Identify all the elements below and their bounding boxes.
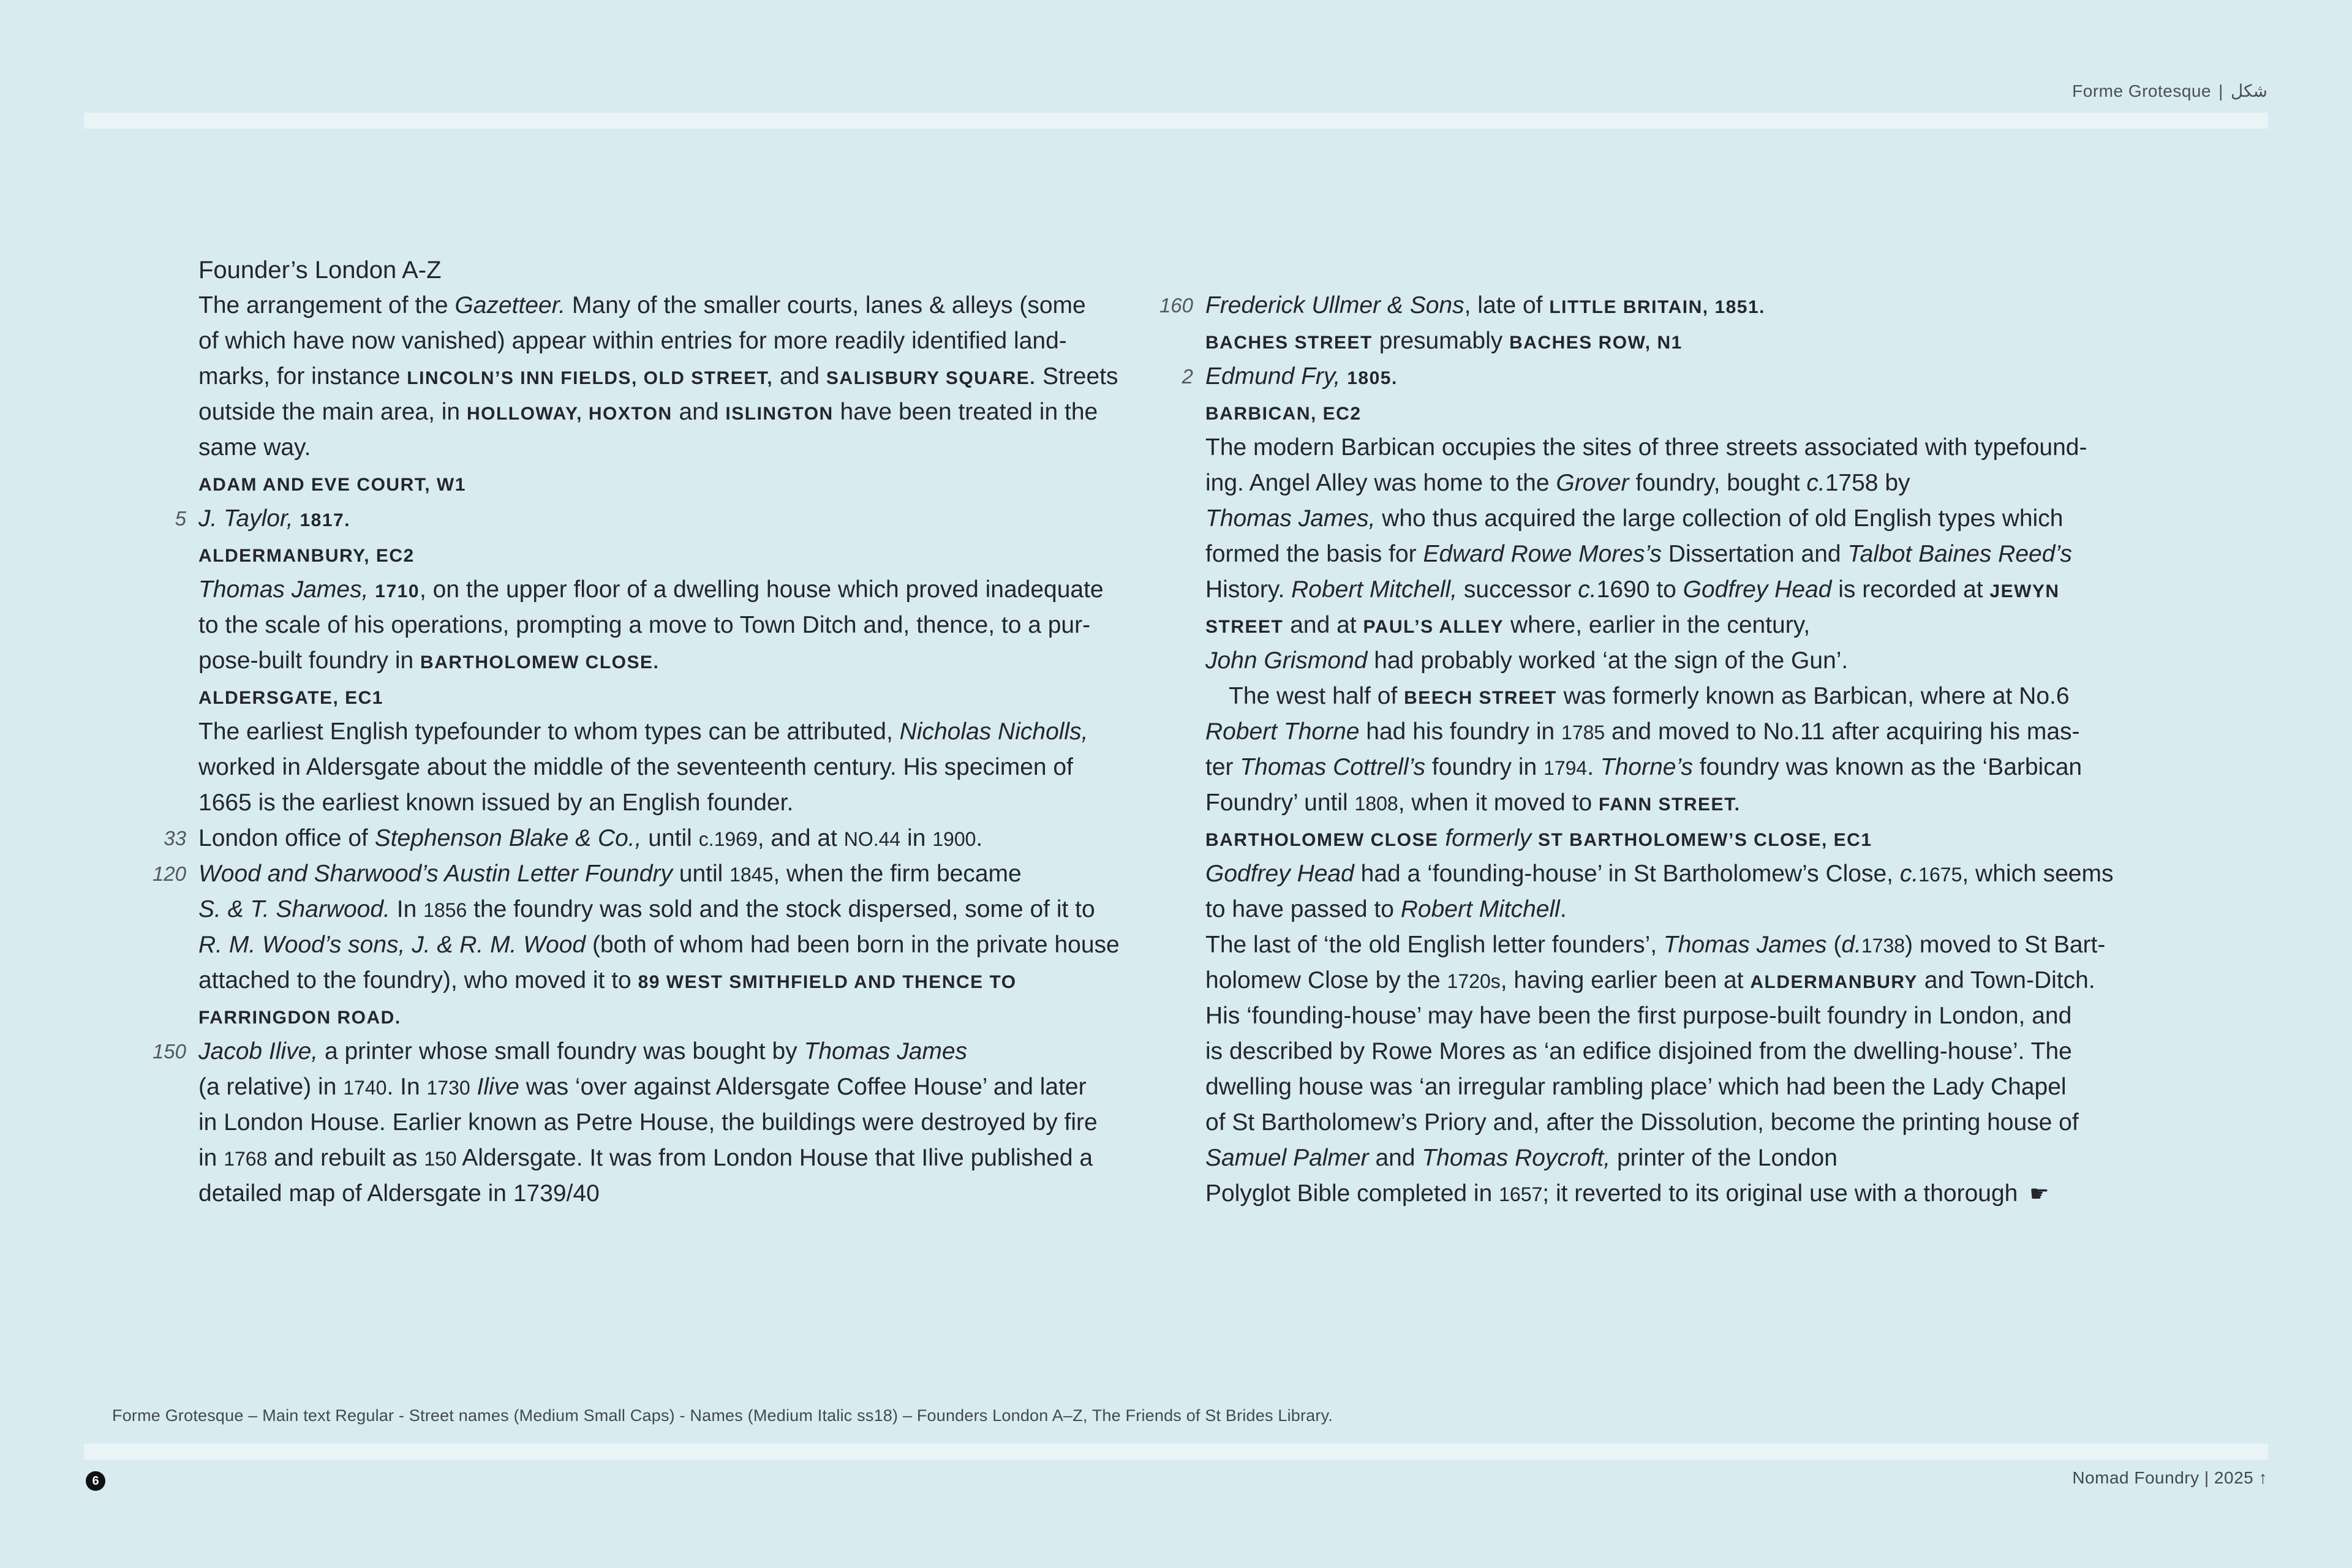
pointing-hand-icon: ☛: [2029, 1181, 2049, 1206]
text-run: Dissertation and: [1661, 541, 1848, 567]
text-line: [1205, 430, 2185, 466]
street-name: 1817.: [300, 510, 351, 530]
name-italic: Thorne’s: [1600, 754, 1693, 780]
text-line: [198, 466, 1154, 501]
oldstyle-number: 1730: [426, 1077, 470, 1099]
text-run: foundry in: [1425, 754, 1544, 780]
name-italic: Godfrey Head: [1683, 576, 1832, 603]
text-run: The last of ‘the old English letter founders’,: [1205, 932, 1664, 958]
oldstyle-number: 1720s: [1447, 970, 1501, 992]
name-italic: John Grismond: [1205, 647, 1368, 674]
name-italic: Robert Thorne: [1205, 718, 1360, 745]
header-label: [2072, 81, 2267, 101]
street-name: JEWYN: [1989, 581, 2060, 601]
text-run: and rebuilt as: [267, 1145, 424, 1171]
text-run: , late of: [1464, 292, 1550, 318]
name-italic: Thomas Roycroft,: [1422, 1145, 1611, 1171]
text-line: [1205, 679, 2185, 714]
street-name: STREET: [1205, 617, 1284, 637]
oldstyle-number: 1900: [932, 828, 976, 850]
text-line: [1205, 998, 2185, 1034]
text-run: where, earlier in the century,: [1504, 612, 1811, 638]
text-line: [198, 608, 1154, 643]
text-run: The arrangement of the: [198, 292, 455, 318]
text-run: 1690 to: [1596, 576, 1683, 603]
text-run: was ‘over against Aldersgate Coffee House’ and later: [519, 1074, 1087, 1100]
text-run: of St Bartholomew’s Priory and, after the Dissolution, become the printing house of: [1205, 1109, 2079, 1136]
text-run: ter: [1205, 754, 1240, 780]
name-italic: Grover: [1556, 470, 1629, 496]
name-italic: Robert Mitchell: [1400, 896, 1560, 922]
entry-number: 160: [1159, 294, 1193, 317]
street-name: FANN STREET.: [1599, 794, 1741, 815]
name-italic: Robert Mitchell,: [1291, 576, 1458, 603]
section-heading: Founder’s London A-Z: [198, 257, 442, 284]
text-run: formed the basis for: [1205, 541, 1423, 567]
text-run: The west half of: [1229, 683, 1404, 709]
oldstyle-number: 1768: [224, 1148, 268, 1170]
text-run: foundry, bought: [1629, 470, 1807, 496]
text-run: marks, for instance: [198, 363, 407, 390]
street-name: BACHES ROW, N1: [1509, 333, 1683, 353]
text-line: [1205, 608, 2185, 643]
street-name: BARTHOLOMEW CLOSE.: [420, 652, 660, 673]
text-run: have been treated in the: [833, 399, 1098, 425]
text-run: and Town-Ditch.: [1917, 967, 2095, 993]
text-run: .: [976, 825, 983, 851]
text-run: , when it moved to: [1398, 790, 1599, 816]
text-line: [1205, 394, 2185, 430]
text-run: presumably: [1372, 328, 1510, 354]
text-run: had probably worked ‘at the sign of the Gun’.: [1367, 647, 1849, 674]
caption: Forme Grotesque – Main text Regular - Street names (Medium Small Caps) - Names (Medium Italic ss18) – Founders London A–Z, The Friends of St Brides Library.: [112, 1406, 1333, 1425]
text-line: [198, 643, 1154, 679]
name-italic: Jacob Ilive,: [198, 1038, 318, 1065]
text-run: and at: [1283, 612, 1363, 638]
text-run: [1531, 825, 1538, 851]
text-run: Streets: [1036, 363, 1118, 390]
text-run: in London House. Earlier known as Petre House, the buildings were destroyed by fire: [198, 1109, 1098, 1136]
name-italic: Ilive: [477, 1074, 519, 1100]
text-run: is described by Rowe Mores as ‘an edifice disjoined from the dwelling-house’. The: [1205, 1038, 2072, 1065]
text-line: [198, 1069, 1154, 1105]
text-run: ) moved to St Bart-: [1905, 932, 2106, 958]
name-italic: Thomas James,: [1205, 505, 1376, 532]
text-line: [198, 572, 1154, 608]
entry-number: 5: [175, 507, 186, 530]
text-run: and: [1368, 1145, 1422, 1171]
text-run: in: [900, 825, 933, 851]
text-line: [1205, 643, 2185, 679]
text-run: printer of the London: [1610, 1145, 1838, 1171]
text-line: [1205, 821, 2185, 856]
text-line: [164, 821, 1154, 856]
text-line: [198, 394, 1154, 430]
name-italic: Nicholas Nicholls,: [899, 718, 1088, 745]
text-run: , on the upper floor of a dwelling house which proved inadequate: [420, 576, 1104, 603]
text-run: ; it reverted to its original use with a thorough: [1542, 1180, 2025, 1207]
name-italic: Godfrey Head: [1205, 861, 1354, 887]
text-line: [198, 998, 1154, 1034]
text-run: is recorded at: [1831, 576, 1990, 603]
street-name: ST BARTHOLOMEW’S CLOSE, EC1: [1538, 830, 1872, 850]
text-line: [198, 750, 1154, 785]
name-italic: R. M. Wood’s sons, J. & R. M. Wood: [198, 932, 586, 958]
oldstyle-number: 150: [424, 1148, 457, 1170]
text-run: pose-built foundry in: [198, 647, 421, 674]
text-run: Aldersgate. It was from London House that Ilive published a: [456, 1145, 1093, 1171]
street-name: BARBICAN, EC2: [1205, 404, 1362, 424]
page-number-badge: 6: [86, 1471, 105, 1491]
text-line: [1205, 750, 2185, 785]
left-column: [152, 252, 1154, 1212]
oldstyle-number: 1845: [729, 864, 774, 886]
text-run: History.: [1205, 576, 1292, 603]
name-italic: Thomas James,: [198, 576, 369, 603]
text-run: who thus acquired the large collection of old English types which: [1375, 505, 2064, 532]
text-run: (: [1826, 932, 1842, 958]
text-run: In: [390, 896, 424, 922]
oldstyle-number: 1794: [1544, 757, 1588, 779]
text-line: [1205, 501, 2185, 537]
name-italic: c.: [1899, 861, 1919, 887]
name-italic: Gazetteer.: [454, 292, 566, 318]
text-run: was formerly known as Barbican, where at No.6: [1556, 683, 2070, 709]
text-run: [1340, 363, 1347, 390]
header-arabic-text: شكل: [2230, 81, 2267, 100]
top-rule: [84, 113, 2268, 129]
oldstyle-number: 1738: [1861, 935, 1905, 957]
text-line: [1205, 785, 2185, 821]
text-run: same way.: [198, 434, 311, 461]
text-run: successor: [1457, 576, 1578, 603]
street-name: LINCOLN’S INN FIELDS, OLD STREET,: [407, 368, 774, 388]
street-name: ISLINGTON: [725, 404, 834, 424]
text-run: [470, 1074, 477, 1100]
text-line: [198, 714, 1154, 750]
text-line: [198, 1140, 1154, 1176]
text-run: worked in Aldersgate about the middle of the seventeenth century. His specimen of: [198, 754, 1073, 780]
text-line: [198, 537, 1154, 572]
text-line: [1205, 537, 2185, 572]
text-run: (both of whom had been born in the private house: [586, 932, 1120, 958]
header-font-name: Forme Grotesque: [2072, 81, 2212, 100]
text-line: [1205, 1069, 2185, 1105]
entry-number: 150: [152, 1040, 186, 1063]
text-run: , when the firm became: [773, 861, 1022, 887]
text-run: foundry was known as the ‘Barbican: [1692, 754, 2082, 780]
text-run: , and at: [757, 825, 844, 851]
text-run: 1665 is the earliest known issued by an English founder.: [198, 790, 794, 816]
text-run: [368, 576, 375, 603]
street-name: ALDERSGATE, EC1: [198, 688, 383, 708]
text-run: and moved to No.11 after acquiring his mas-: [1605, 718, 2080, 745]
name-italic: Thomas Cottrell’s: [1240, 754, 1426, 780]
text-line: [1205, 927, 2185, 963]
left-column-body: [152, 288, 1154, 1212]
text-run: Many of the smaller courts, lanes & alleys (some: [565, 292, 1086, 318]
text-line: [1205, 1140, 2185, 1176]
name-italic: Thomas James: [804, 1038, 968, 1065]
text-run: in: [198, 1145, 224, 1171]
text-run: and: [773, 363, 826, 390]
text-line: [1205, 1034, 2185, 1069]
text-line: [198, 430, 1154, 466]
text-run: The modern Barbican occupies the sites of three streets associated with typefound-: [1205, 434, 2087, 461]
text-run: of which have now vanished) appear within entries for more readily identified land-: [198, 328, 1067, 354]
text-run: (a relative) in: [198, 1074, 344, 1100]
name-italic: Frederick Ullmer & Sons: [1205, 292, 1464, 318]
text-line: [198, 679, 1154, 714]
text-run: .: [1587, 754, 1600, 780]
street-name: ALDERMANBURY: [1750, 972, 1918, 992]
text-line: [198, 323, 1154, 359]
text-run: outside the main area, in: [198, 399, 467, 425]
text-run: London office of: [198, 825, 375, 851]
name-italic: Samuel Palmer: [1205, 1145, 1369, 1171]
text-line: [198, 359, 1154, 394]
text-line: [1205, 572, 2185, 608]
text-line: [1205, 892, 2185, 927]
text-run: and: [672, 399, 726, 425]
street-name: SALISBURY SQUARE.: [826, 368, 1036, 388]
street-name: HOLLOWAY, HOXTON: [466, 404, 673, 424]
street-name: LITTLE BRITAIN, 1851.: [1549, 297, 1766, 317]
text-run: His ‘founding-house’ may have been the first purpose-built foundry in London, and: [1205, 1003, 2072, 1029]
name-italic: c.: [1578, 576, 1597, 603]
text-line: [198, 785, 1154, 821]
text-line: [198, 1176, 1154, 1212]
bottom-rule: [84, 1444, 2268, 1460]
text-run: 1758 by: [1825, 470, 1910, 496]
entry-number: 2: [1182, 365, 1193, 388]
entry-number: 120: [152, 862, 186, 885]
street-name: ALDERMANBURY, EC2: [198, 546, 415, 566]
oldstyle-number: 1808: [1354, 793, 1398, 815]
text-run: [293, 505, 300, 532]
right-column-body: [1159, 288, 2185, 1212]
text-run: until: [641, 825, 699, 851]
street-name: 1710: [375, 581, 420, 601]
street-name: 89 WEST SMITHFIELD AND THENCE TO: [638, 972, 1017, 992]
oldstyle-number: 1675: [1918, 864, 1962, 886]
text-line: [1159, 288, 2185, 323]
footer-credit: Nomad Foundry | 2025 ↑: [2072, 1468, 2267, 1487]
text-line: [1205, 323, 2185, 359]
text-run: , which seems: [1962, 861, 2114, 887]
text-run: had his foundry in: [1359, 718, 1562, 745]
text-run: .: [1559, 896, 1567, 922]
oldstyle-number: c.1969: [698, 828, 758, 850]
name-italic: J. Taylor,: [198, 505, 293, 532]
text-run: detailed map of Aldersgate in 1739/40: [198, 1180, 600, 1207]
text-line: [198, 927, 1154, 963]
oldstyle-number: NO.44: [843, 828, 901, 850]
text-run: [1438, 825, 1445, 851]
spacer-line: [1205, 252, 2185, 288]
text-run: dwelling house was ‘an irregular rambling place’ which had been the Lady Chapel: [1205, 1074, 2067, 1100]
oldstyle-number: 1657: [1499, 1183, 1543, 1205]
text-line: [152, 1034, 1154, 1069]
right-column: [1159, 252, 2185, 1212]
text-run: to have passed to: [1205, 896, 1401, 922]
text-run: attached to the foundry), who moved it to: [198, 967, 638, 993]
street-name: BEECH STREET: [1404, 688, 1557, 708]
text-line: [1205, 963, 2185, 998]
name-italic: Talbot Baines Reed’s: [1847, 541, 2072, 567]
street-name: FARRINGDON ROAD.: [198, 1008, 401, 1028]
text-run: until: [672, 861, 730, 887]
text-line: [1205, 466, 2185, 501]
text-run: a printer whose small foundry was bought by: [318, 1038, 804, 1065]
text-run: the foundry was sold and the stock dispersed, some of it to: [467, 896, 1095, 922]
text-run: ing. Angel Alley was home to the: [1205, 470, 1556, 496]
name-italic: Edmund Fry,: [1205, 363, 1341, 390]
header-separator: |: [2218, 81, 2223, 100]
street-name: 1805.: [1347, 368, 1398, 388]
text-line: [198, 892, 1154, 927]
text-run: Polyglot Bible completed in: [1205, 1180, 1499, 1207]
text-line: [152, 856, 1154, 892]
text-run: Foundry’ until: [1205, 790, 1355, 816]
text-line: [198, 1105, 1154, 1140]
text-line: [175, 501, 1154, 537]
text-run: , having earlier been at: [1500, 967, 1751, 993]
text-line: [1205, 856, 2185, 892]
name-italic: formerly: [1445, 825, 1532, 851]
oldstyle-number: 1856: [423, 899, 467, 921]
street-name: ADAM AND EVE COURT, W1: [198, 475, 466, 495]
text-run: to the scale of his operations, prompting a move to Town Ditch and, thence, to a pur-: [198, 612, 1091, 638]
street-name: BARTHOLOMEW CLOSE: [1205, 830, 1439, 850]
text-run: holomew Close by the: [1205, 967, 1447, 993]
name-italic: c.: [1806, 470, 1825, 496]
text-line: [198, 963, 1154, 998]
text-run: . In: [386, 1074, 427, 1100]
text-run: had a ‘founding-house’ in St Bartholomew’s Close,: [1354, 861, 1900, 887]
text-line: [1182, 359, 2185, 394]
entry-number: 33: [164, 827, 186, 850]
text-run: The earliest English typefounder to whom types can be attributed,: [198, 718, 900, 745]
oldstyle-number: 1740: [343, 1077, 387, 1099]
text-line: [1205, 714, 2185, 750]
name-italic: Wood and Sharwood’s Austin Letter Foundry: [198, 861, 673, 887]
name-italic: Thomas James: [1663, 932, 1827, 958]
name-italic: S. & T. Sharwood.: [198, 896, 390, 922]
name-italic: Edward Rowe Mores’s: [1423, 541, 1662, 567]
oldstyle-number: 1785: [1561, 722, 1605, 744]
text-line: [1205, 1176, 2185, 1212]
street-name: BACHES STREET: [1205, 333, 1373, 353]
text-line: [198, 288, 1154, 323]
name-italic: Stephenson Blake & Co.,: [374, 825, 642, 851]
name-italic: d.: [1841, 932, 1861, 958]
text-line: [1205, 1105, 2185, 1140]
street-name: PAUL’S ALLEY: [1363, 617, 1504, 637]
